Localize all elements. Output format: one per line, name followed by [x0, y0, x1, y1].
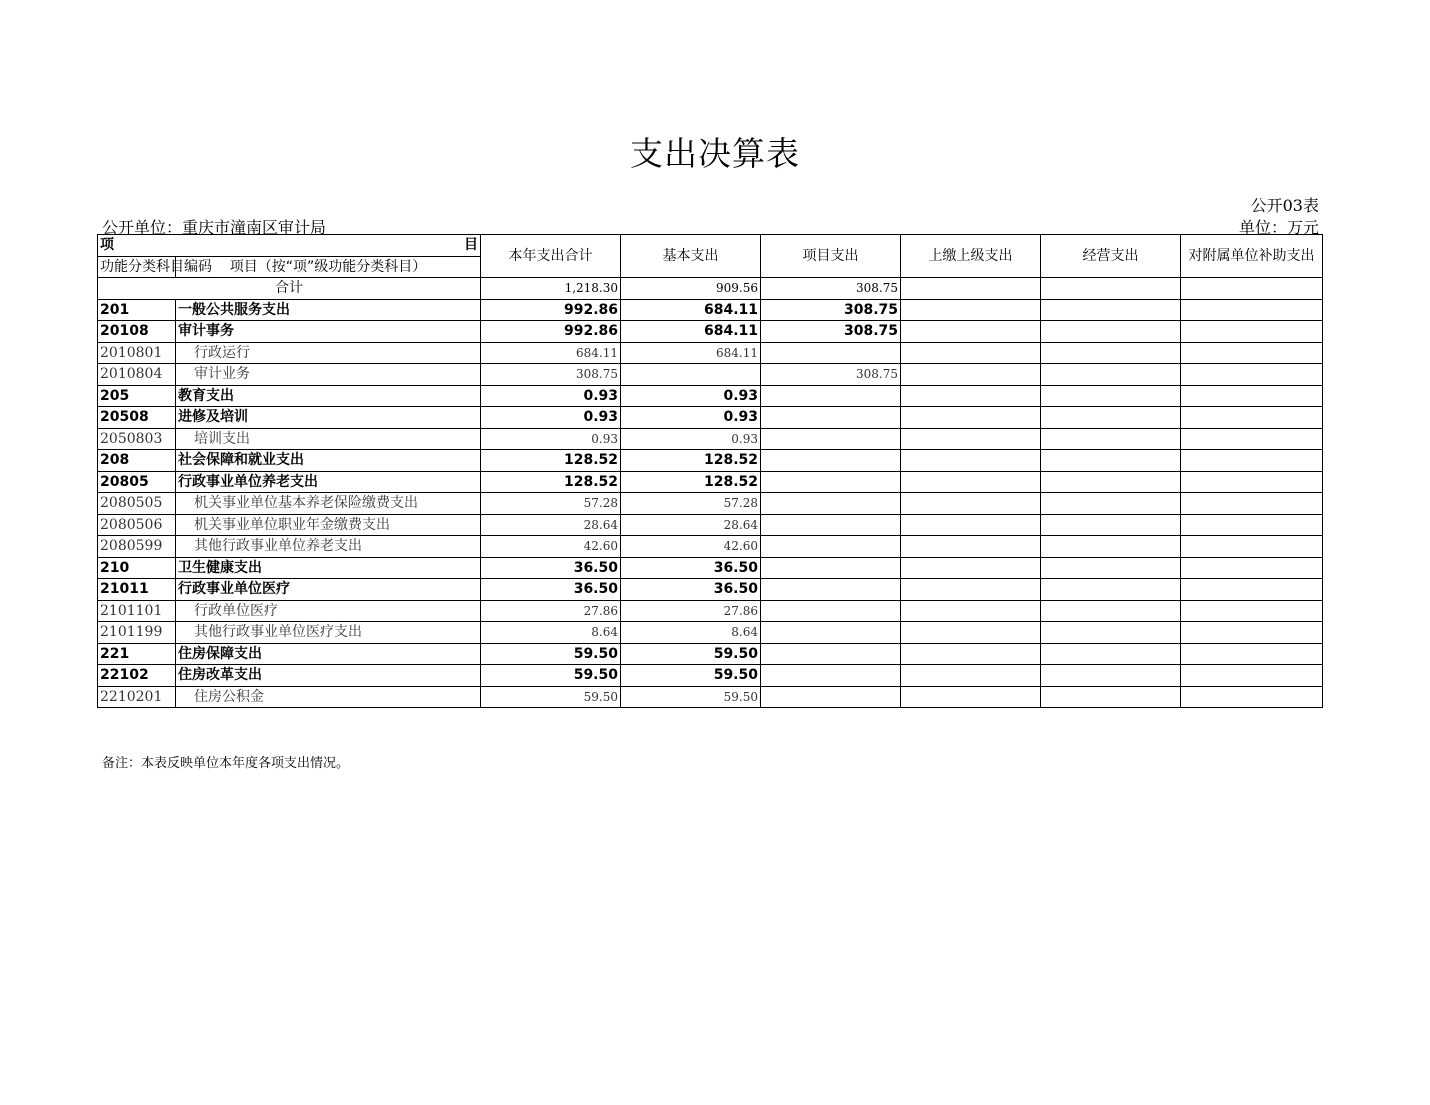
row-subsidy	[1181, 471, 1323, 493]
row-basic: 0.93	[621, 407, 761, 429]
row-remit	[901, 665, 1041, 687]
row-operation	[1041, 364, 1181, 386]
row-basic: 59.50	[621, 686, 761, 708]
row-subsidy	[1181, 385, 1323, 407]
row-project: 308.75	[761, 299, 901, 321]
row-total: 57.28	[481, 493, 621, 515]
row-code: 22102	[98, 665, 176, 687]
header-col-project: 项目支出	[761, 235, 901, 278]
row-remit	[901, 643, 1041, 665]
table-row	[98, 686, 1323, 708]
row-total: 0.93	[481, 407, 621, 429]
row-name: 住房公积金	[176, 686, 481, 708]
total-remit	[901, 278, 1041, 300]
row-name: 行政运行	[176, 342, 481, 364]
table-row	[98, 579, 1323, 601]
row-name: 行政事业单位养老支出	[176, 471, 481, 493]
row-name: 住房保障支出	[176, 643, 481, 665]
row-total: 0.93	[481, 428, 621, 450]
row-remit	[901, 579, 1041, 601]
row-operation	[1041, 385, 1181, 407]
row-operation	[1041, 407, 1181, 429]
row-code: 20805	[98, 471, 176, 493]
row-remit	[901, 536, 1041, 558]
row-operation	[1041, 622, 1181, 644]
row-subsidy	[1181, 321, 1323, 343]
row-name: 一般公共服务支出	[176, 299, 481, 321]
row-subsidy	[1181, 493, 1323, 515]
row-project	[761, 428, 901, 450]
publishing-unit: 公开单位：重庆市潼南区审计局	[102, 218, 327, 237]
row-operation	[1041, 450, 1181, 472]
row-project	[761, 536, 901, 558]
row-total: 308.75	[481, 364, 621, 386]
footnote: 备注：本表反映单位本年度各项支出情况。	[102, 756, 350, 771]
row-operation	[1041, 686, 1181, 708]
currency-unit: 单位：万元	[1238, 218, 1319, 237]
row-subsidy	[1181, 557, 1323, 579]
row-code: 2050803	[98, 428, 176, 450]
row-basic: 36.50	[621, 557, 761, 579]
row-name: 其他行政事业单位养老支出	[176, 536, 481, 558]
row-operation	[1041, 299, 1181, 321]
table-row	[98, 643, 1323, 665]
row-remit	[901, 600, 1041, 622]
row-code: 2080599	[98, 536, 176, 558]
header-col-remit: 上缴上级支出	[901, 235, 1041, 278]
row-name: 进修及培训	[176, 407, 481, 429]
row-total: 128.52	[481, 450, 621, 472]
header-name: 项目（按“项”级功能分类科目）	[176, 256, 481, 278]
row-basic: 128.52	[621, 450, 761, 472]
row-project	[761, 493, 901, 515]
row-basic: 684.11	[621, 342, 761, 364]
row-subsidy	[1181, 643, 1323, 665]
row-project	[761, 450, 901, 472]
row-subsidy	[1181, 342, 1323, 364]
row-name: 社会保障和就业支出	[176, 450, 481, 472]
row-subsidy	[1181, 514, 1323, 536]
table-row	[98, 557, 1323, 579]
row-subsidy	[1181, 428, 1323, 450]
total-project: 308.75	[761, 278, 901, 300]
row-name: 其他行政事业单位医疗支出	[176, 622, 481, 644]
row-operation	[1041, 428, 1181, 450]
row-project	[761, 514, 901, 536]
row-operation	[1041, 643, 1181, 665]
expenditure-table	[97, 234, 1323, 708]
row-name: 审计事务	[176, 321, 481, 343]
row-basic: 0.93	[621, 385, 761, 407]
row-remit	[901, 299, 1041, 321]
row-project: 308.75	[761, 321, 901, 343]
row-name: 培训支出	[176, 428, 481, 450]
row-total: 992.86	[481, 299, 621, 321]
row-code: 2080505	[98, 493, 176, 515]
header-code: 功能分类科目编码	[98, 256, 176, 278]
table-row	[98, 321, 1323, 343]
row-subsidy	[1181, 600, 1323, 622]
row-project	[761, 600, 901, 622]
row-total: 42.60	[481, 536, 621, 558]
row-operation	[1041, 536, 1181, 558]
row-subsidy	[1181, 536, 1323, 558]
row-name: 审计业务	[176, 364, 481, 386]
row-remit	[901, 342, 1041, 364]
row-subsidy	[1181, 407, 1323, 429]
row-operation	[1041, 471, 1181, 493]
row-total: 59.50	[481, 643, 621, 665]
row-basic: 8.64	[621, 622, 761, 644]
table-row	[98, 665, 1323, 687]
row-name: 教育支出	[176, 385, 481, 407]
header-row-item	[98, 235, 1323, 257]
row-code: 2101101	[98, 600, 176, 622]
row-basic: 27.86	[621, 600, 761, 622]
row-code: 2210201	[98, 686, 176, 708]
table-row	[98, 299, 1323, 321]
row-basic	[621, 364, 761, 386]
row-basic: 57.28	[621, 493, 761, 515]
row-project	[761, 385, 901, 407]
header-col-operation: 经营支出	[1041, 235, 1181, 278]
row-operation	[1041, 665, 1181, 687]
row-operation	[1041, 579, 1181, 601]
row-subsidy	[1181, 622, 1323, 644]
header-col-subsidy: 对附属单位补助支出	[1181, 235, 1323, 278]
row-operation	[1041, 342, 1181, 364]
row-remit	[901, 686, 1041, 708]
row-project	[761, 665, 901, 687]
row-total: 128.52	[481, 471, 621, 493]
row-remit	[901, 450, 1041, 472]
table-row	[98, 493, 1323, 515]
row-code: 2101199	[98, 622, 176, 644]
row-name: 住房改革支出	[176, 665, 481, 687]
row-name: 行政单位医疗	[176, 600, 481, 622]
row-basic: 28.64	[621, 514, 761, 536]
row-remit	[901, 471, 1041, 493]
row-basic: 59.50	[621, 643, 761, 665]
row-operation	[1041, 321, 1181, 343]
row-project	[761, 342, 901, 364]
form-number: 公开03表	[1250, 196, 1319, 215]
row-code: 21011	[98, 579, 176, 601]
total-row	[98, 278, 1323, 300]
row-project	[761, 557, 901, 579]
row-remit	[901, 557, 1041, 579]
row-remit	[901, 385, 1041, 407]
header-col-total: 本年支出合计	[481, 235, 621, 278]
row-subsidy	[1181, 579, 1323, 601]
row-project	[761, 643, 901, 665]
row-total: 8.64	[481, 622, 621, 644]
row-remit	[901, 493, 1041, 515]
row-basic: 0.93	[621, 428, 761, 450]
total-label: 合计	[98, 278, 481, 300]
row-remit	[901, 321, 1041, 343]
row-operation	[1041, 514, 1181, 536]
row-code: 2080506	[98, 514, 176, 536]
row-operation	[1041, 600, 1181, 622]
row-basic: 684.11	[621, 299, 761, 321]
row-name: 行政事业单位医疗	[176, 579, 481, 601]
table-row	[98, 450, 1323, 472]
table-row	[98, 536, 1323, 558]
row-total: 59.50	[481, 686, 621, 708]
header-item-right: 目	[176, 235, 481, 257]
total-subsidy	[1181, 278, 1323, 300]
row-basic: 36.50	[621, 579, 761, 601]
row-code: 205	[98, 385, 176, 407]
row-total: 992.86	[481, 321, 621, 343]
total-basic: 909.56	[621, 278, 761, 300]
row-total: 36.50	[481, 579, 621, 601]
row-code: 208	[98, 450, 176, 472]
row-project	[761, 622, 901, 644]
row-subsidy	[1181, 364, 1323, 386]
page-title: 支出决算表	[630, 134, 800, 173]
row-basic: 128.52	[621, 471, 761, 493]
row-total: 36.50	[481, 557, 621, 579]
row-remit	[901, 622, 1041, 644]
row-basic: 684.11	[621, 321, 761, 343]
row-total: 28.64	[481, 514, 621, 536]
table-row	[98, 385, 1323, 407]
row-total: 684.11	[481, 342, 621, 364]
row-total: 0.93	[481, 385, 621, 407]
row-code: 201	[98, 299, 176, 321]
row-code: 20108	[98, 321, 176, 343]
row-code: 20508	[98, 407, 176, 429]
row-code: 2010801	[98, 342, 176, 364]
table-row	[98, 428, 1323, 450]
table-row	[98, 600, 1323, 622]
table-row	[98, 364, 1323, 386]
row-total: 27.86	[481, 600, 621, 622]
table-row	[98, 514, 1323, 536]
row-basic: 42.60	[621, 536, 761, 558]
header-col-basic: 基本支出	[621, 235, 761, 278]
table-row	[98, 342, 1323, 364]
row-operation	[1041, 557, 1181, 579]
row-name: 机关事业单位职业年金缴费支出	[176, 514, 481, 536]
total-amount: 1,218.30	[481, 278, 621, 300]
row-operation	[1041, 493, 1181, 515]
table-row	[98, 407, 1323, 429]
row-project	[761, 686, 901, 708]
table-row	[98, 471, 1323, 493]
row-remit	[901, 407, 1041, 429]
row-subsidy	[1181, 686, 1323, 708]
row-code: 2010804	[98, 364, 176, 386]
row-code: 221	[98, 643, 176, 665]
row-name: 机关事业单位基本养老保险缴费支出	[176, 493, 481, 515]
row-name: 卫生健康支出	[176, 557, 481, 579]
row-remit	[901, 514, 1041, 536]
row-subsidy	[1181, 450, 1323, 472]
row-remit	[901, 428, 1041, 450]
row-basic: 59.50	[621, 665, 761, 687]
header-item-left: 项	[98, 235, 176, 257]
total-operation	[1041, 278, 1181, 300]
row-subsidy	[1181, 299, 1323, 321]
row-project	[761, 407, 901, 429]
table-row	[98, 622, 1323, 644]
row-remit	[901, 364, 1041, 386]
row-subsidy	[1181, 665, 1323, 687]
row-total: 59.50	[481, 665, 621, 687]
row-project: 308.75	[761, 364, 901, 386]
row-project	[761, 579, 901, 601]
row-project	[761, 471, 901, 493]
row-code: 210	[98, 557, 176, 579]
